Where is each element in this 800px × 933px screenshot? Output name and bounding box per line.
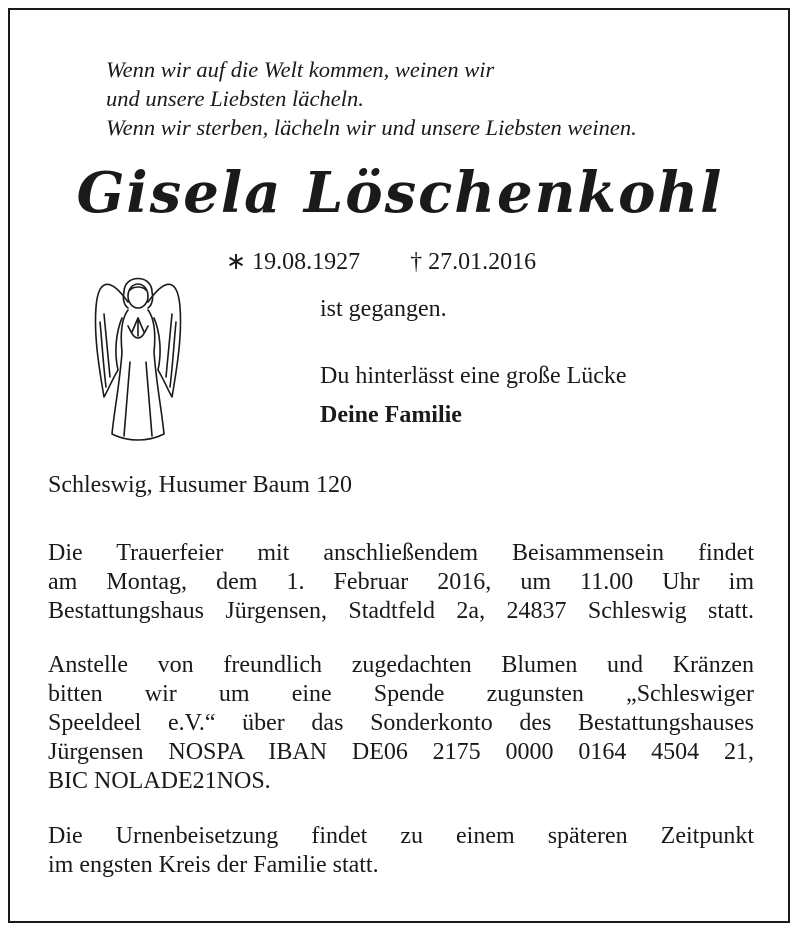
angel-icon <box>88 262 188 447</box>
poem-line: und unsere Liebsten lächeln. <box>106 86 364 111</box>
burial-paragraph <box>48 822 754 880</box>
family-signature: Deine Familie <box>320 402 462 428</box>
paragraph-line: Anstelle von freundlich zugedachten Blumen und Kränzen <box>48 652 754 678</box>
death-date: † 27.01.2016 <box>410 249 537 275</box>
gap-text: Du hinterlässt eine große Lücke <box>320 363 627 389</box>
poem-line: Wenn wir auf die Welt kommen, weinen wir <box>106 57 495 82</box>
donation-paragraph <box>48 651 754 796</box>
paragraph-line: Jürgensen NOSPA IBAN DE06 2175 0000 0164 4504 21, <box>48 739 754 765</box>
gone-text: ist gegangen. <box>320 296 447 322</box>
birth-date: ∗ 19.08.1927 <box>226 249 361 275</box>
address: Schleswig, Husumer Baum 120 <box>48 472 352 498</box>
paragraph-line: bitten wir um eine Spende zugunsten „Schleswiger <box>48 681 754 707</box>
paragraph-line: Speeldeel e.V.“ über das Sonderkonto des Bestattungshauses <box>48 710 754 736</box>
life-dates <box>226 247 536 276</box>
funeral-paragraph <box>48 539 754 626</box>
paragraph-line: im engsten Kreis der Familie statt. <box>48 852 379 878</box>
paragraph-line: Bestattungshaus Jürgensen, Stadtfeld 2a, 24837 Schleswig statt. <box>48 598 754 624</box>
paragraph-line: Die Urnenbeisetzung findet zu einem späteren Zeitpunkt <box>48 823 754 849</box>
poem-line: Wenn wir sterben, lächeln wir und unsere Liebsten weinen. <box>106 115 637 140</box>
paragraph-line: Die Trauerfeier mit anschließendem Beisammensein findet <box>48 540 754 566</box>
poem <box>106 55 637 142</box>
paragraph-line: am Montag, dem 1. Februar 2016, um 11.00 Uhr im <box>48 569 754 595</box>
deceased-name: Gisela Löschenkohl <box>76 160 724 226</box>
paragraph-line: BIC NOLADE21NOS. <box>48 768 271 794</box>
